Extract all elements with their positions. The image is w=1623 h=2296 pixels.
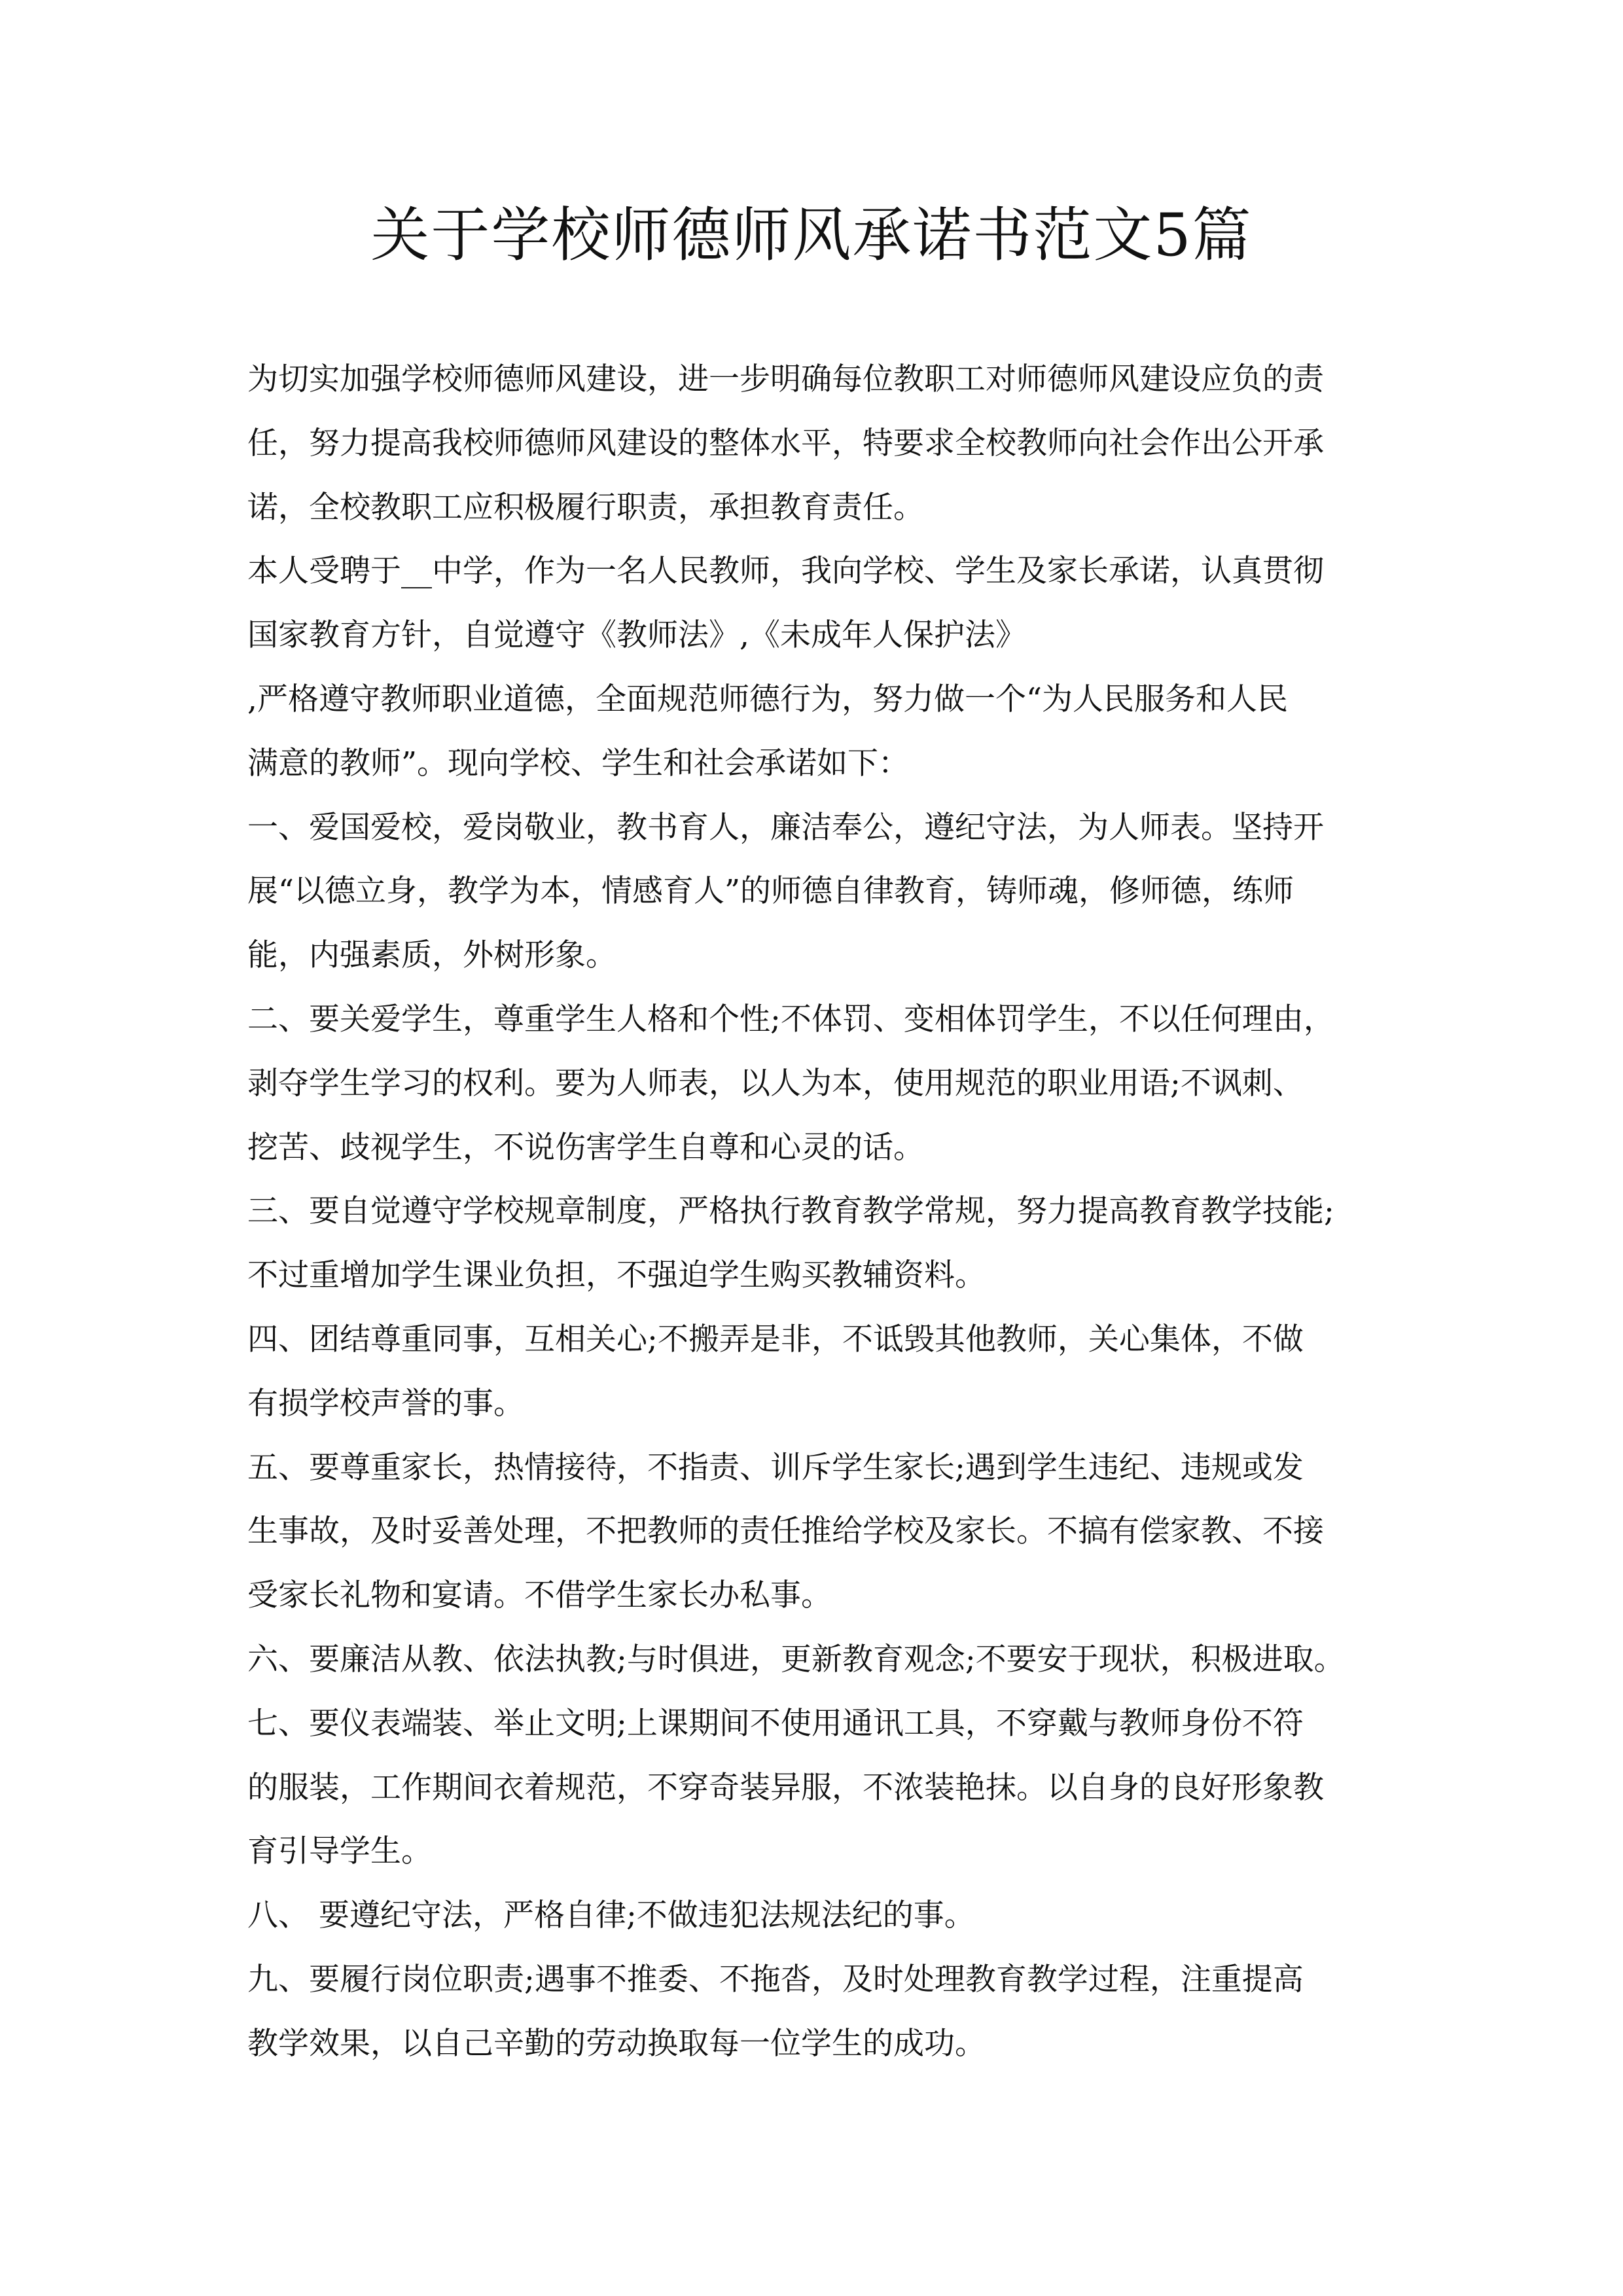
paragraph-line: 挖苦、歧视学生，不说伤害学生自尊和心灵的话。 (247, 1129, 924, 1166)
paragraph (247, 988, 1386, 1179)
paragraph-line: 任，努力提高我校师德师风建设的整体水平，特要求全校教师向社会作出公开承 (247, 425, 1324, 461)
paragraph-line: 满意的教师”。现向学校、学生和社会承诺如下： (247, 745, 910, 781)
paragraph (247, 1436, 1386, 1628)
paragraph (247, 1308, 1386, 1436)
paragraph-line: 本人受聘于__中学，作为一名人民教师，我向学校、学生及家长承诺，认真贯彻 (247, 553, 1324, 590)
paragraph (247, 1948, 1386, 2076)
paragraph-line: 九、要履行岗位职责;遇事不推委、不拖沓，及时处理教育教学过程，注重提高 (247, 1961, 1304, 1998)
paragraph-line: 国家教育方针，自觉遵守《教师法》,《未成年人保护法》 (247, 617, 1026, 654)
paragraph-line: 七、要仪表端装、举止文明;上课期间不使用通讯工具，不穿戴与教师身份不符 (247, 1705, 1304, 1742)
paragraph-line: 展“以德立身，教学为本，情感育人”的师德自律教育，铸师魂，修师德，练师 (247, 873, 1294, 910)
paragraph-line: 五、要尊重家长，热情接待，不指责、训斥学生家长;遇到学生违纪、违规或发 (247, 1449, 1304, 1486)
paragraph-line: 育引导学生。 (247, 1833, 432, 1870)
document-title: 关于学校师德师风承诺书范文5篇 (370, 201, 1253, 270)
paragraph-line: 教学效果，以自己辛勤的劳动换取每一位学生的成功。 (247, 2025, 986, 2062)
paragraph-line: 二、要关爱学生，尊重学生人格和个性;不体罚、变相体罚学生，不以任何理由， (247, 1001, 1334, 1037)
paragraph-line: 受家长礼物和宴请。不借学生家长办私事。 (247, 1577, 832, 1614)
paragraph-line: 能，内强素质，外树形象。 (247, 937, 616, 974)
paragraph (247, 796, 1386, 988)
paragraph (247, 539, 1386, 795)
paragraph (247, 1692, 1386, 1884)
paragraph (247, 1884, 1386, 1948)
paragraph-line: 诺，全校教职工应积极履行职责，承担教育责任。 (247, 489, 924, 526)
paragraph-line: 剥夺学生学习的权利。要为人师表，以人为本，使用规范的职业用语;不讽刺、 (247, 1065, 1304, 1102)
paragraph (247, 1628, 1386, 1692)
paragraph-line: 一、爱国爱校，爱岗敬业，教书育人，廉洁奉公，遵纪守法，为人师表。坚持开 (247, 809, 1324, 846)
paragraph-line: 八、 要遵纪守法，严格自律;不做违犯法规法纪的事。 (247, 1897, 975, 1934)
paragraph-line: 不过重增加学生课业负担，不强迫学生购买教辅资料。 (247, 1257, 986, 1294)
paragraph-line: 有损学校声誉的事。 (247, 1385, 524, 1422)
paragraph-line: 六、要廉洁从教、依法执教;与时俱进，更新教育观念;不要安于现状，积极进取。 (247, 1641, 1345, 1677)
paragraph-line: 生事故，及时妥善处理，不把教师的责任推给学校及家长。不搞有偿家教、不接 (247, 1513, 1324, 1550)
paragraph-line: 三、要自觉遵守学校规章制度，严格执行教育教学常规，努力提高教育教学技能; (247, 1193, 1334, 1230)
paragraph (247, 1179, 1386, 1308)
document-body (247, 348, 1386, 2076)
paragraph-line: 的服装，工作期间衣着规范，不穿奇装异服，不浓装艳抹。以自身的良好形象教 (247, 1769, 1324, 1806)
paragraph (247, 348, 1386, 539)
paragraph-line: ,严格遵守教师职业道德，全面规范师德行为，努力做一个“为人民服务和人民 (247, 681, 1288, 717)
paragraph-line: 为切实加强学校师德师风建设，进一步明确每位教职工对师德师风建设应负的责 (247, 361, 1324, 397)
paragraph-line: 四、团结尊重同事，互相关心;不搬弄是非，不诋毁其他教师，关心集体，不做 (247, 1321, 1304, 1357)
